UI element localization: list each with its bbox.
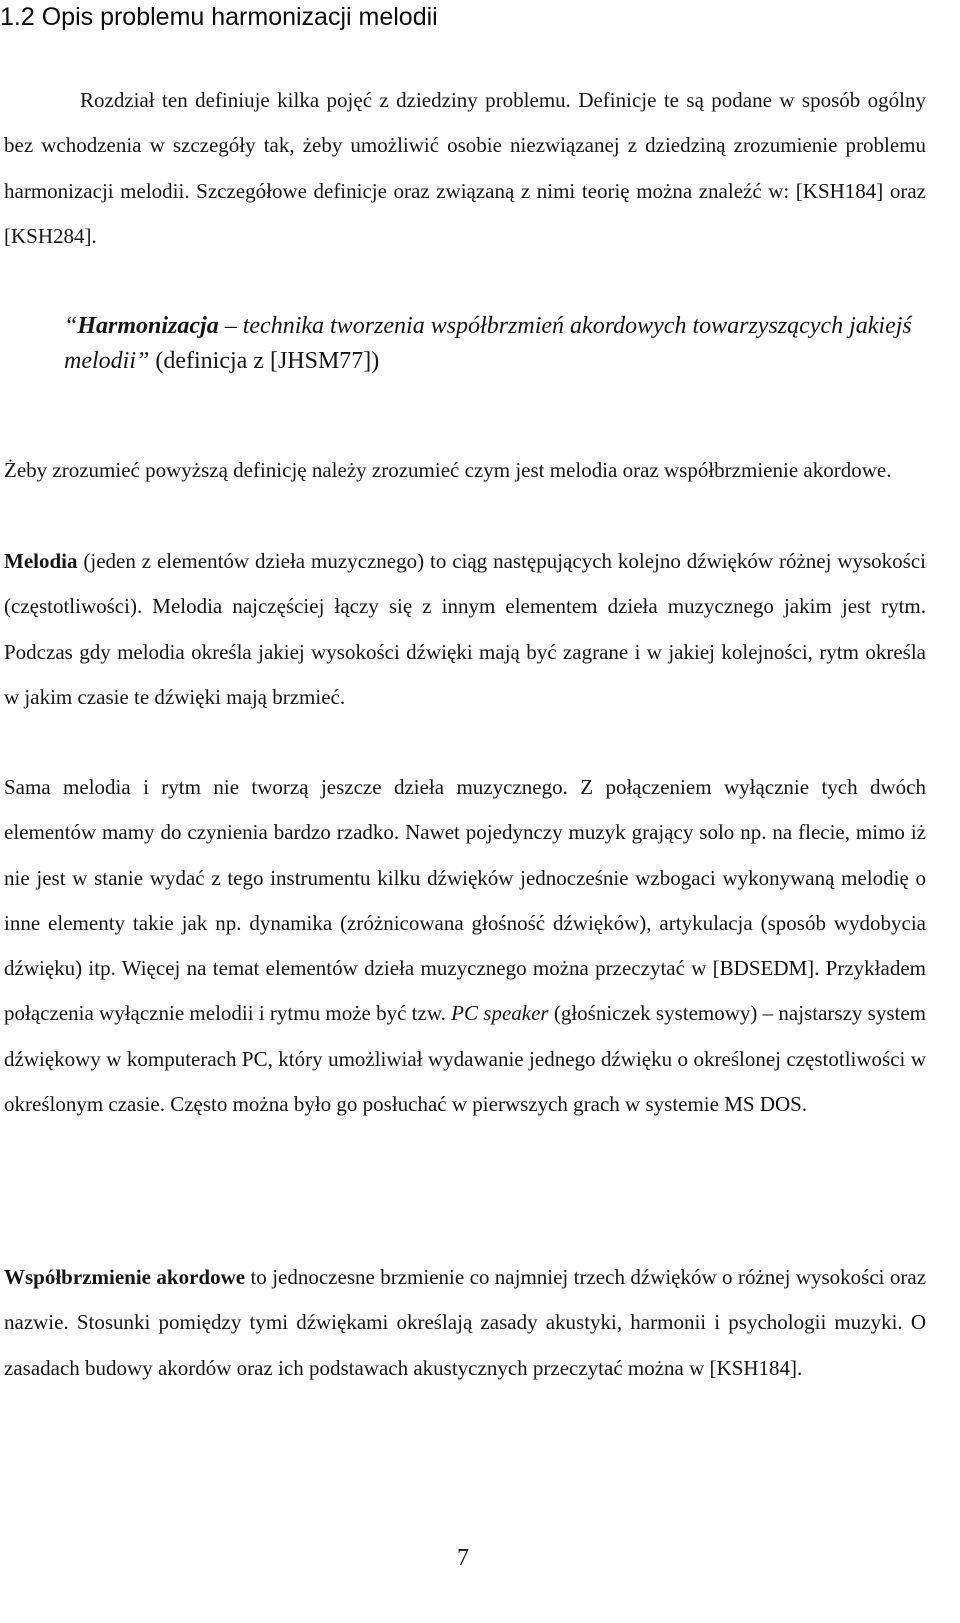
section-heading: [0, 0, 438, 34]
paragraph-wspolbrzmienie-text: to jednoczesne brzmienie co najmniej trzech dźwięków o różnej wysokości oraz nazwie. Stosunki pomiędzy tymi dźwiękami określają zasady akustyki, harmonii i psychologii muzyki. O zasadach budowy akordów oraz ich podstawach akustycznych przeczytać można w [KSH184].: [4, 1265, 927, 1380]
quote-definition: – technika tworzenia współbrzmień akordowych towarzyszących jakiejś melodii: [64, 313, 912, 374]
term-wspolbrzmienie: Współbrzmienie akordowe: [4, 1265, 246, 1289]
paragraph-zeby: [4, 448, 926, 493]
paragraph-sama: [4, 765, 926, 1127]
intro-paragraph: [4, 78, 926, 259]
quote-close-mark: ”: [136, 348, 150, 374]
quote-term: Harmonizacja: [77, 313, 219, 339]
page-number: [0, 1538, 926, 1578]
quote-source: (definicja z [JHSM77]): [155, 348, 380, 374]
page-number-text: 7: [457, 1545, 469, 1571]
paragraph-melodia-text: (jeden z elementów dzieła muzycznego) to ciąg następujących kolejno dźwięków różnej wysokości (częstotliwości). Melodia najczęściej łączy się z innym elementem dzieła muzycznego jakim jest rytm. Podczas gdy melodia określa jakiej wysokości dźwięki mają być zagrane i w jakiej kolejności, rytm określa w jakim czasie te dźwięki mają brzmieć.: [4, 549, 926, 709]
intro-text: Rozdział ten definiuje kilka pojęć z dziedziny problemu. Definicje te są podane w sposób ogólny bez wchodzenia w szczegóły tak, żeby umożliwić osobie niezwiązanej z dziedziną zrozumienie problemu harmonizacji melodii. Szczegółowe definicje oraz związaną z nimi teorię można znaleźć w: [KSH184] oraz [KSH284].: [4, 88, 926, 248]
quote-open-mark: “: [64, 313, 78, 339]
paragraph-melodia: [4, 539, 926, 720]
term-melodia: Melodia: [4, 549, 78, 573]
definition-quote: [64, 309, 924, 379]
paragraph-zeby-text: Żeby zrozumieć powyższą definicję należy zrozumieć czym jest melodia oraz współbrzmienie akordowe.: [4, 458, 892, 482]
section-title: Opis problemu harmonizacji melodii: [41, 3, 438, 31]
paragraph-wspolbrzmienie: [4, 1255, 926, 1391]
paragraph-sama-text-1: Sama melodia i rytm nie tworzą jeszcze dzieła muzycznego. Z połączeniem wyłącznie tych dwóch elementów mamy do czynienia bardzo rzadko. Nawet pojedynczy muzyk grający solo np. na flecie, mimo iż nie jest w stanie wydać z tego instrumentu kilku dźwięków jednocześnie wzbogaci wykonywaną melodię o inne elementy takie jak np. dynamika (zróżnicowana głośność dźwięków), artykulacja (sposób wydobycia dźwięku) itp. Więcej na temat elementów dzieła muzycznego można przeczytać w [BDSEDM]. Przykładem połączenia wyłącznie melodii i rytmu może być tzw.: [4, 775, 926, 1026]
paragraph-sama-text-2: (głośniczek systemowy) – najstarszy system dźwiękowy w komputerach PC, który umożliwiał wydawanie jednego dźwięku o określonej częstotliwości w określonym czasie. Często można było go posłuchać w pierwszych grach w systemie MS DOS.: [4, 1001, 926, 1117]
section-number: 1.2: [0, 3, 35, 31]
term-pc-speaker: PC speaker: [451, 1001, 549, 1026]
